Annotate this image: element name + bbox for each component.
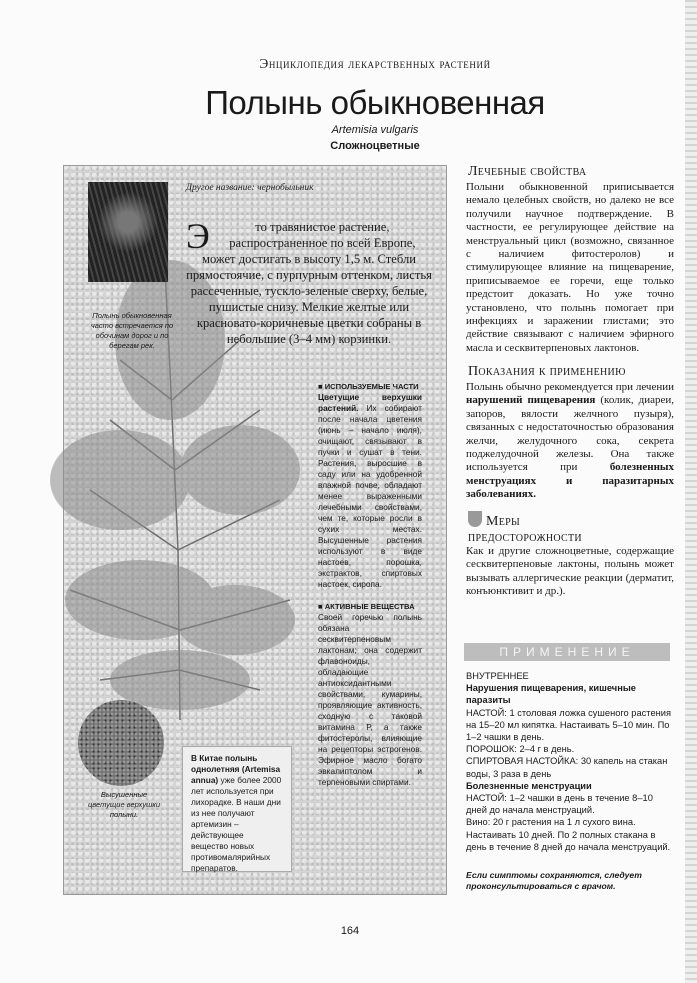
infusion-recipe: НАСТОЙ: 1 столовая ложка сушеного растения на 15–20 мл кипятка. Настаивать 5–10 мин. По 1–2 чашки в день. xyxy=(466,707,671,743)
internal-label: ВНУТРЕННЕЕ xyxy=(466,671,529,681)
shield-icon xyxy=(468,511,482,527)
intro-text xyxy=(186,216,432,347)
indications-part2: (колик, диареи, запоров, вялости желчного пузыря), связанных с недостаточностью образования желчи, желудочного сока, секрета поджелудочной железы. Она также используется при xyxy=(466,394,674,474)
page-title: Полынь обыкновенная xyxy=(205,84,545,121)
precautions-heading-1: Меры xyxy=(486,514,521,529)
precautions-text: Как и другие сложноцветные, содержащие сесквитерпеновые лактоны, полынь может вызывать аллергические реакции (дерматит, конъюнктивит и др.). xyxy=(466,545,674,598)
powder-recipe: ПОРОШОК: 2–4 г в день. xyxy=(466,744,575,755)
china-box xyxy=(182,746,292,872)
active-substances-text: Своей горечью полынь обязана сесквитерпеновым лактонам; она содержит флавоноиды, обладающие антиоксидантными свойствами, кумарины, проявляющие активность, сходную с таковой витамина Р, а также фитостеролы, влияющие на рецепторы эстрогенов. Эфирное масло богато эвкалиптолом и терпеновыми спиртами. xyxy=(318,612,422,787)
page-number: 164 xyxy=(340,925,360,937)
photo-caption: Полынь обыкновенная часто встречается по обочинам дорог и по берегам рек. xyxy=(90,311,174,350)
dried-herb-photo xyxy=(78,700,164,786)
menstruation-heading: Болезненные менструации xyxy=(466,780,592,791)
precautions-heading-2: предосторожности xyxy=(468,530,582,545)
used-parts-section xyxy=(318,381,422,590)
digestion-heading: Нарушения пищеварения, кишечные паразиты xyxy=(466,683,636,706)
indications-bold2: болезненных менструациях и паразитарных заболеваниях. xyxy=(466,461,674,501)
apply-section xyxy=(466,670,674,853)
infusion2-recipe: НАСТОЙ: 1–2 чашки в день в течение 8–10 дней до начала менструаций. xyxy=(466,793,653,816)
encyclopedia-header: Энциклопедия лекарственных растений xyxy=(259,56,491,71)
apply-bar: ПРИМЕНЕНИЕ xyxy=(464,643,670,661)
other-name: Другое название: чернобыльник xyxy=(186,183,314,193)
indications-bold1: нарушений пищеварения xyxy=(466,394,596,407)
tincture-recipe: СПИРТОВАЯ НАСТОЙКА: 30 капель на стакан воды, 3 раза в день xyxy=(466,756,668,779)
indications-heading: Показания к применению xyxy=(468,364,626,379)
wine-recipe: Вино: 20 г растения на 1 л сухого вина. Настаивать 10 дней. По 2 полных стакана в день в течение 8 дней до начала менструаций. xyxy=(466,817,671,852)
plant-family: Сложноцветные xyxy=(330,140,420,152)
used-parts-lead: Цветущие верхушки растений. xyxy=(318,392,422,413)
indications-part1: Полынь обычно рекомендуется при лечении xyxy=(466,381,674,393)
active-substances-section xyxy=(318,601,422,788)
precautions-heading xyxy=(468,511,582,546)
indications-text xyxy=(466,381,674,502)
healing-text: Полыни обыкновенной приписывается немало целебных свойств, но далеко не все получили научное подтверждение. В частности, ее регулирующее действие на менструальный цикл (возможно, связанное с наличием фитостеролов) и стимулирующее влияние на пищеварение, приписываемое ее горечи, еще только предстоит доказать. Но уже точно установлено, что полынь помогает при инфекциях и заражении глистами; это действие связывают с наличием эфирного масла и сесквитерпеновых лактонов. xyxy=(466,181,674,354)
latin-name: Artemisia vulgaris xyxy=(331,124,419,136)
healing-heading: Лечебные свойства xyxy=(468,164,587,179)
intro-body: то травянистое растение, распространенное по всей Европе, может достигать в высоту 1,5 м. Стебли прямостоячие, с пурпурным оттенком, листья рассеченные, тускло-зеленые сверху, белые, пушистые снизу. Мелкие желтые или красновато-коричневые цветки собраны в небольшие (3–4 мм) корзинки. xyxy=(186,220,432,346)
herb-caption: Высушенные цветущие верхушки полыни. xyxy=(87,790,161,819)
page-edge xyxy=(685,0,697,983)
dropcap: Э xyxy=(186,216,210,256)
warning-text: Если симптомы сохраняются, следует проконсультироваться с врачом. xyxy=(466,870,642,891)
china-lead: В Китае полынь однолетняя (Artemisa annua) xyxy=(191,753,281,785)
used-parts-heading: ■ ИСПОЛЬЗУЕМЫЕ ЧАСТИ xyxy=(318,382,419,391)
china-text: уже более 2000 лет используется при лихорадке. В наши дни из нее получают артемизин – действующее вещество новых противомалярийных препаратов. xyxy=(191,775,282,873)
plant-photo xyxy=(88,182,168,282)
used-parts-text: Их собирают после начала цветения (июнь – начало июля), очищают, связывают в пучки и сушат в тени. Растения, выросшие в саду или на удобренной влажной почве, обладают менее выраженными лечебными свойствами, чем те, которые росли в сухих местах. Высушенные растения используют в виде настоев, порошка, экстрактов, спиртовых настоек, сиропа. xyxy=(318,403,422,589)
active-substances-heading: ■ АКТИВНЫЕ ВЕЩЕСТВА xyxy=(318,602,415,611)
